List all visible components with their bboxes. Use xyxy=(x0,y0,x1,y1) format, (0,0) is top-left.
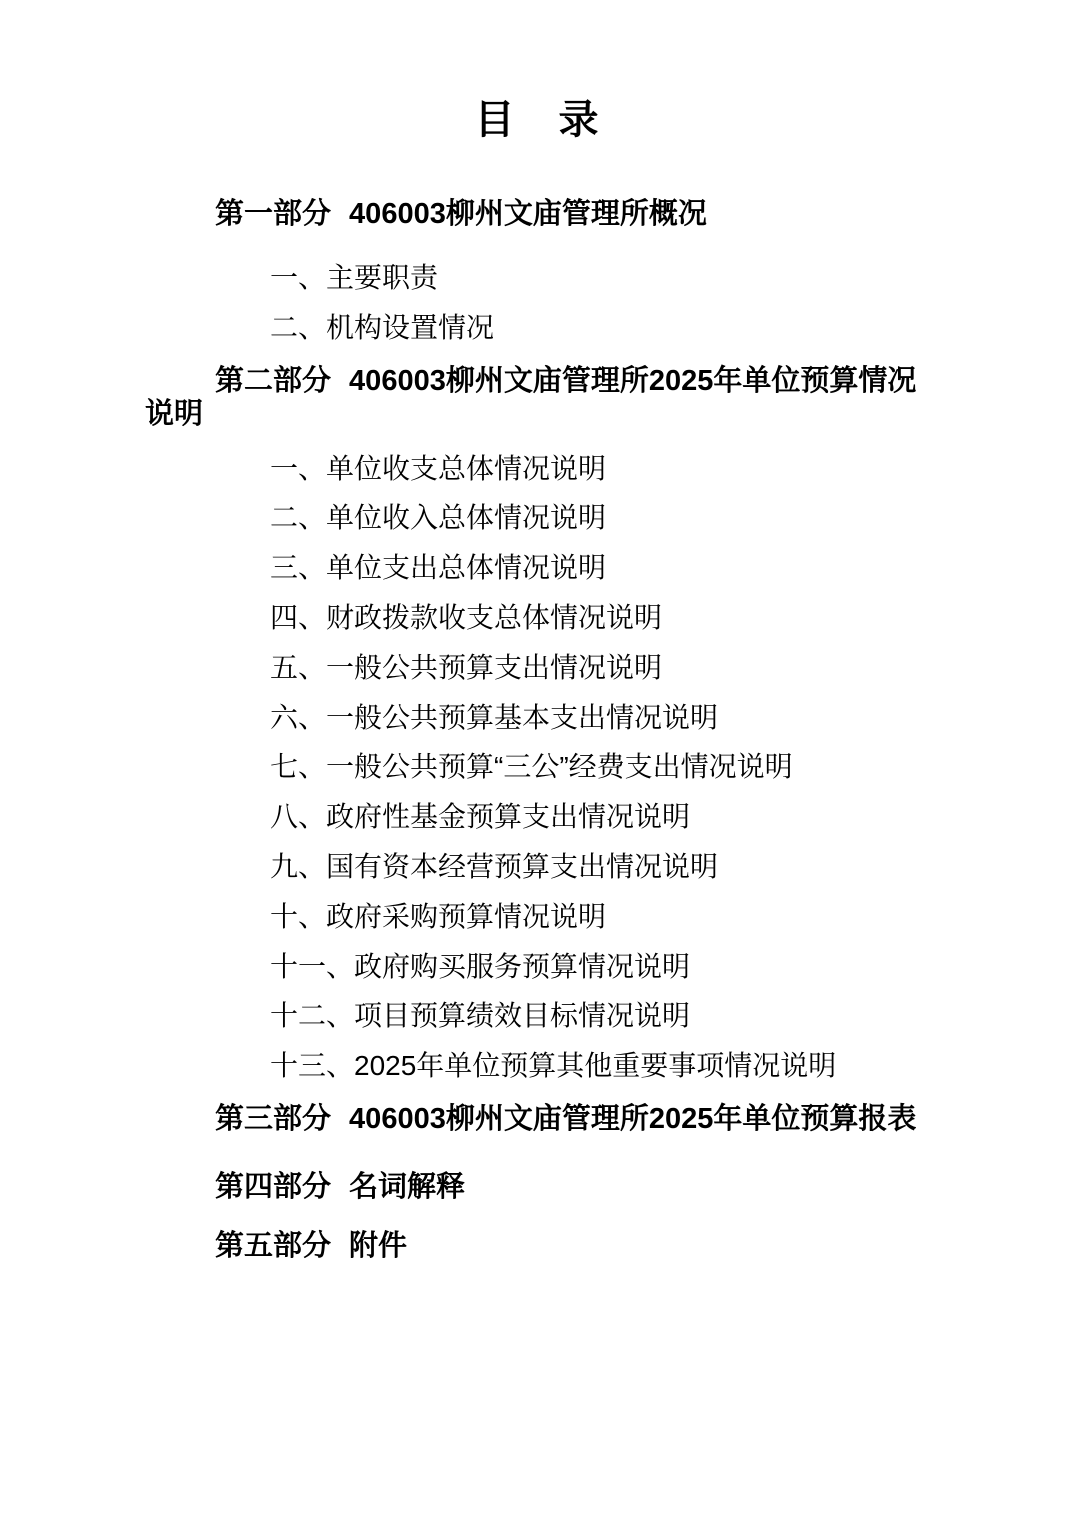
section-2-heading: 第二部分 406003柳州文庙管理所2025年单位预算情况说明 xyxy=(145,364,917,430)
toc-item: 四、财政拨款收支总体情况说明 xyxy=(270,601,663,633)
toc-item: 一、主要职责 xyxy=(270,262,439,293)
toc-item: 一、单位收支总体情况说明 xyxy=(270,452,607,484)
toc-item: 九、国有资本经营预算支出情况说明 xyxy=(270,850,719,882)
toc-item: 八、政府性基金预算支出情况说明 xyxy=(270,801,691,833)
toc-item: 十、政府采购预算情况说明 xyxy=(270,900,607,932)
toc-item: 十三、2025年单位预算其他重要事项情况说明 xyxy=(270,1050,837,1082)
toc-title: 目 录 xyxy=(474,98,601,142)
toc-item: 五、一般公共预算支出情况说明 xyxy=(270,651,663,683)
toc-item: 七、一般公共预算“三公”经费支出情况说明 xyxy=(270,751,793,783)
section-5-heading: 第五部分 附件 xyxy=(215,1229,408,1262)
toc-item: 六、一般公共预算基本支出情况说明 xyxy=(270,701,719,733)
section-3-heading: 第三部分 406003柳州文庙管理所2025年单位预算报表 xyxy=(215,1102,917,1135)
toc-item: 十二、项目预算绩效目标情况说明 xyxy=(270,1000,691,1032)
toc-item: 二、单位收入总体情况说明 xyxy=(270,502,607,534)
toc-item: 二、机构设置情况 xyxy=(270,311,495,343)
toc-item: 十一、政府购买服务预算情况说明 xyxy=(270,950,691,982)
section-2-items xyxy=(145,444,930,1091)
toc-item: 三、单位支出总体情况说明 xyxy=(270,552,607,584)
section-4-heading: 第四部分 名词解释 xyxy=(215,1170,466,1203)
section-1-items xyxy=(145,253,930,353)
section-1-heading: 第一部分 406003柳州文庙管理所概况 xyxy=(215,198,707,230)
